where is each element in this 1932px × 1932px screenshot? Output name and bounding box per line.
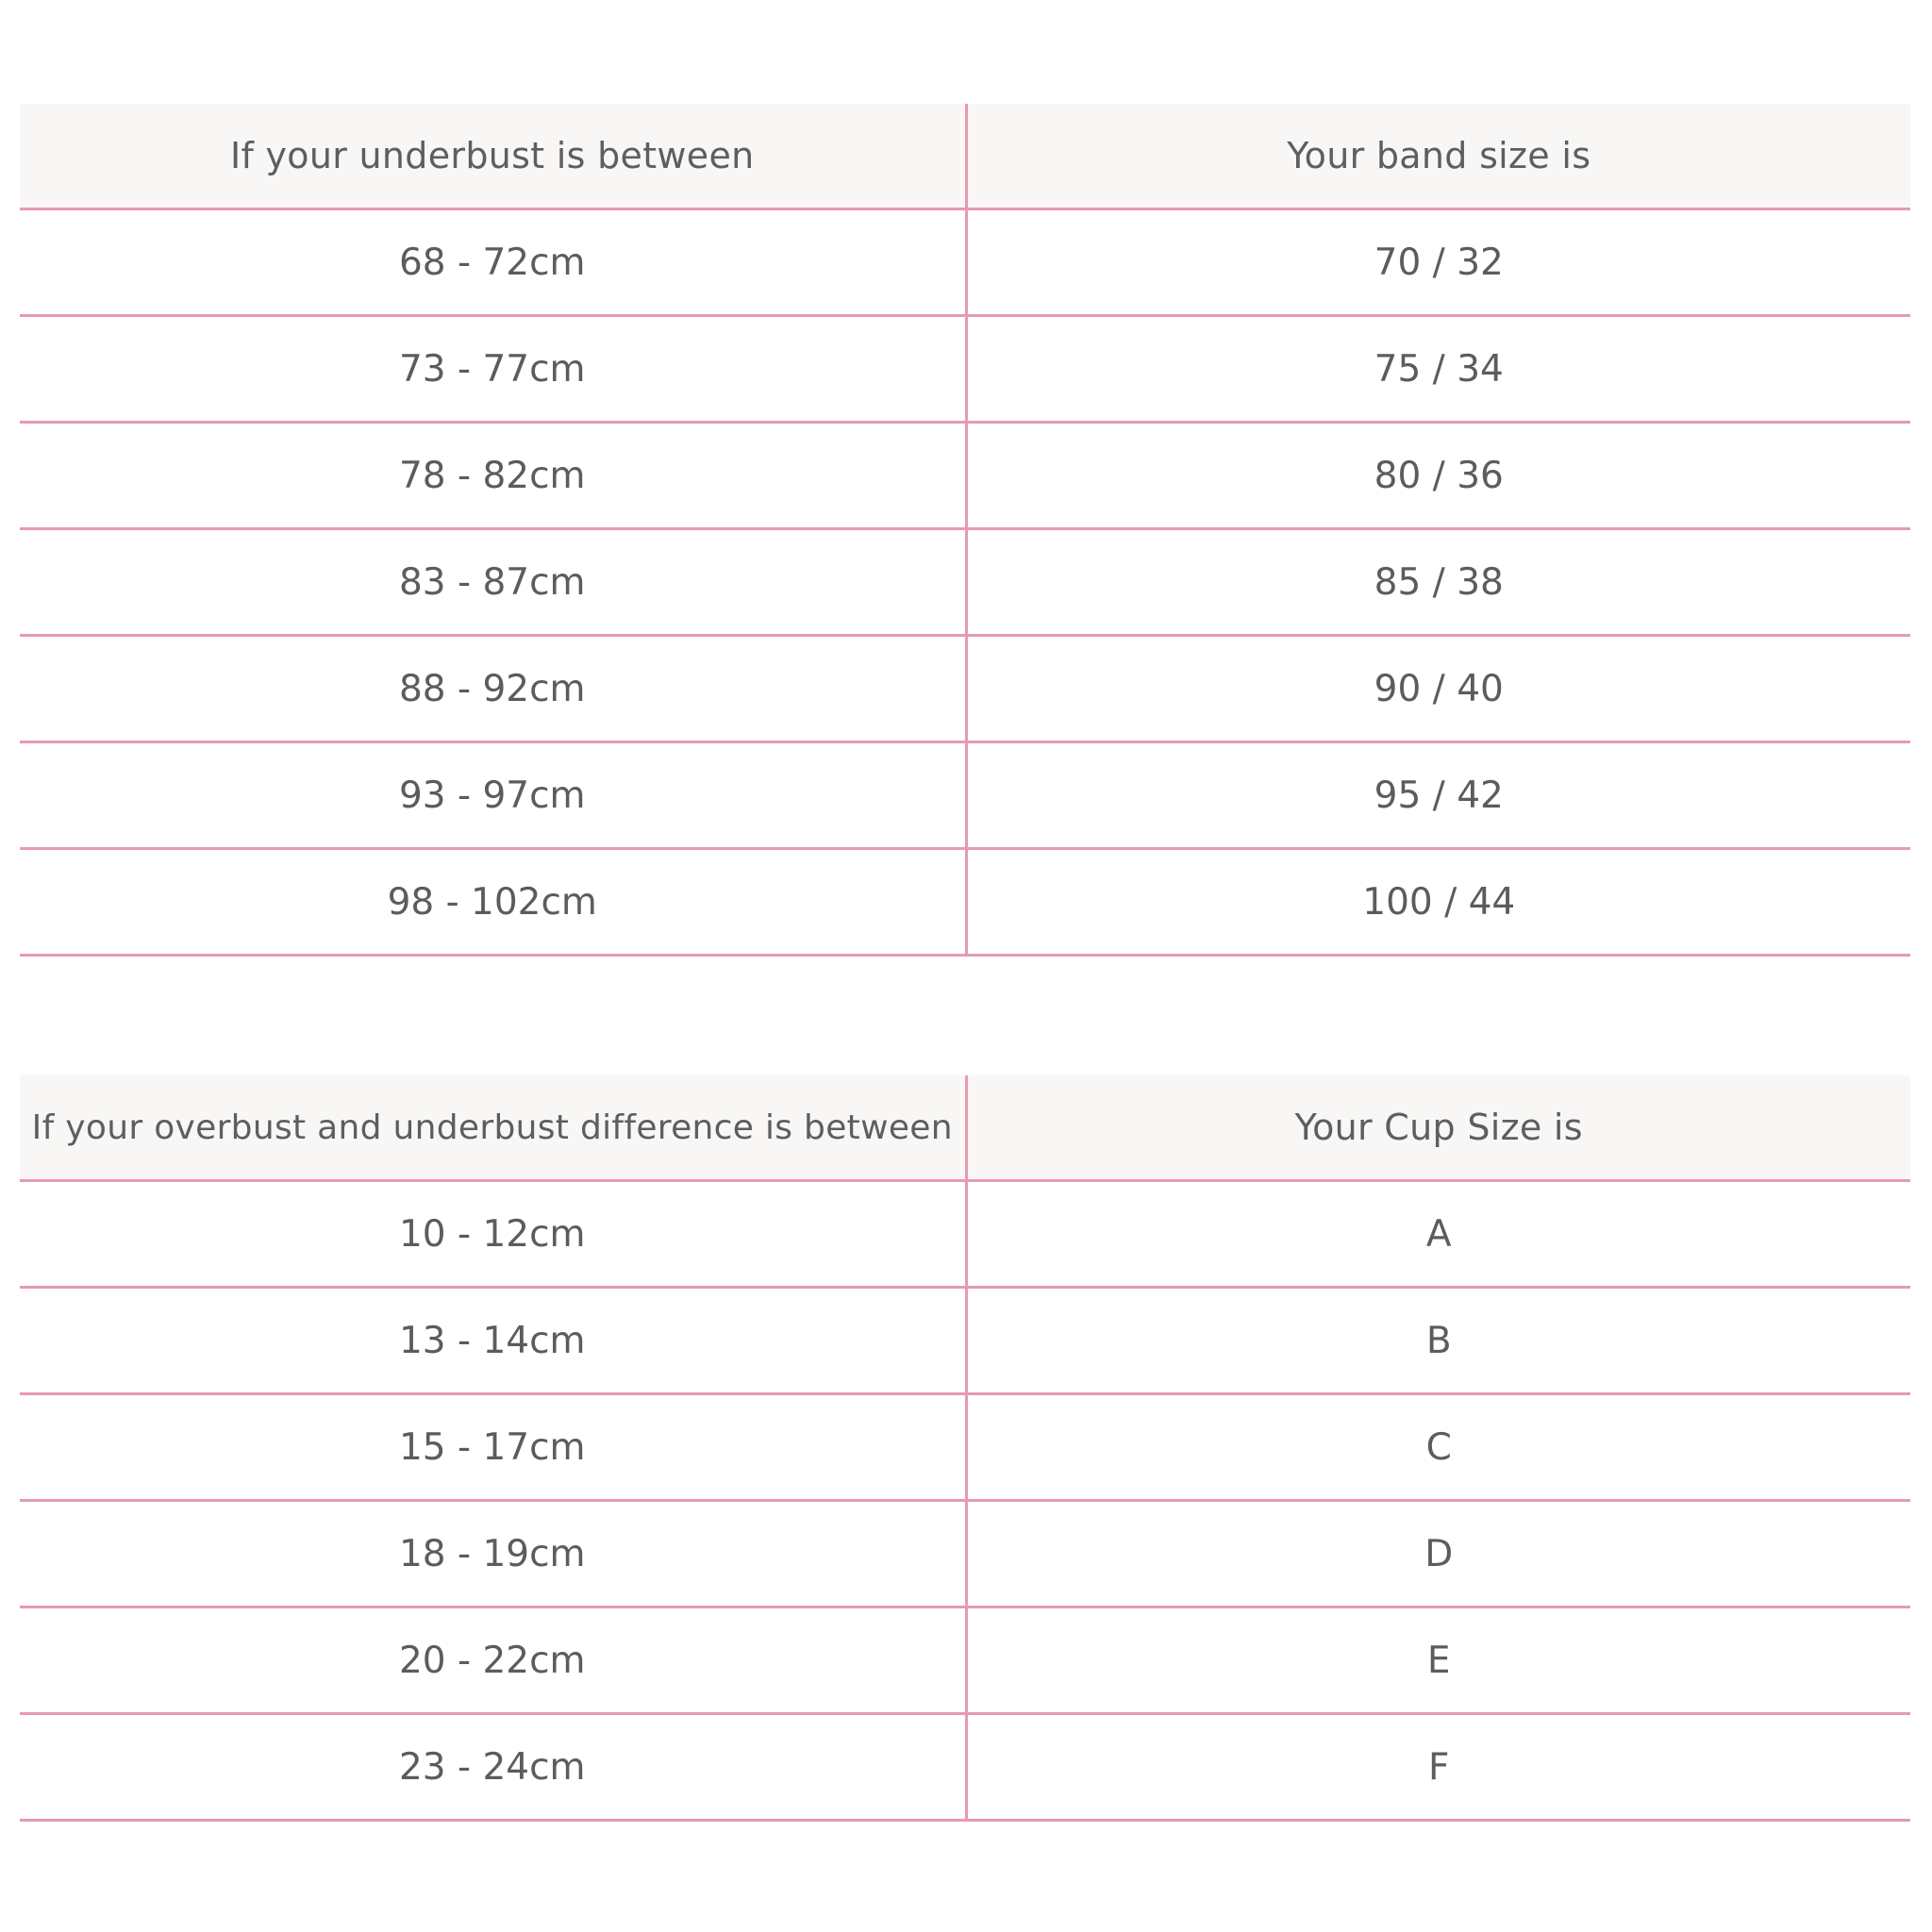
underbust-range-header: If your underbust is between bbox=[20, 104, 966, 209]
underbust-range-cell: 68 - 72cm bbox=[20, 209, 966, 316]
cup-size-header: Your Cup Size is bbox=[966, 1075, 1910, 1181]
cup-size-cell: E bbox=[966, 1607, 1910, 1714]
bust-difference-cell: 18 - 19cm bbox=[20, 1501, 966, 1607]
underbust-range-cell: 93 - 97cm bbox=[20, 742, 966, 849]
bust-difference-cell: 20 - 22cm bbox=[20, 1607, 966, 1714]
cup-size-cell: F bbox=[966, 1714, 1910, 1821]
underbust-range-cell: 73 - 77cm bbox=[20, 316, 966, 423]
underbust-range-cell: 88 - 92cm bbox=[20, 636, 966, 742]
band-size-table bbox=[20, 104, 1910, 957]
table-row bbox=[20, 209, 1910, 316]
table-row bbox=[20, 849, 1910, 956]
bust-difference-cell: 15 - 17cm bbox=[20, 1394, 966, 1501]
table-header-row bbox=[20, 1075, 1910, 1181]
table-row bbox=[20, 636, 1910, 742]
band-size-cell: 100 / 44 bbox=[966, 849, 1910, 956]
underbust-range-cell: 83 - 87cm bbox=[20, 529, 966, 636]
underbust-range-cell: 98 - 102cm bbox=[20, 849, 966, 956]
table-row bbox=[20, 529, 1910, 636]
band-size-header: Your band size is bbox=[966, 104, 1910, 209]
band-size-cell: 75 / 34 bbox=[966, 316, 1910, 423]
cup-size-cell: D bbox=[966, 1501, 1910, 1607]
table-row bbox=[20, 742, 1910, 849]
band-size-cell: 95 / 42 bbox=[966, 742, 1910, 849]
table-row bbox=[20, 1607, 1910, 1714]
table-row bbox=[20, 423, 1910, 529]
table-row bbox=[20, 1288, 1910, 1394]
table-row bbox=[20, 316, 1910, 423]
cup-size-cell: B bbox=[966, 1288, 1910, 1394]
underbust-range-cell: 78 - 82cm bbox=[20, 423, 966, 529]
bust-difference-cell: 10 - 12cm bbox=[20, 1181, 966, 1288]
cup-size-cell: C bbox=[966, 1394, 1910, 1501]
table-row bbox=[20, 1714, 1910, 1821]
table-row bbox=[20, 1181, 1910, 1288]
table-row bbox=[20, 1394, 1910, 1501]
cup-size-cell: A bbox=[966, 1181, 1910, 1288]
band-size-cell: 70 / 32 bbox=[966, 209, 1910, 316]
table-header-row bbox=[20, 104, 1910, 209]
bust-difference-cell: 13 - 14cm bbox=[20, 1288, 966, 1394]
cup-size-table bbox=[20, 1075, 1910, 1822]
band-size-cell: 90 / 40 bbox=[966, 636, 1910, 742]
table-row bbox=[20, 1501, 1910, 1607]
bust-difference-header: If your overbust and underbust difference is between bbox=[20, 1075, 966, 1181]
bust-difference-cell: 23 - 24cm bbox=[20, 1714, 966, 1821]
band-size-cell: 85 / 38 bbox=[966, 529, 1910, 636]
band-size-cell: 80 / 36 bbox=[966, 423, 1910, 529]
